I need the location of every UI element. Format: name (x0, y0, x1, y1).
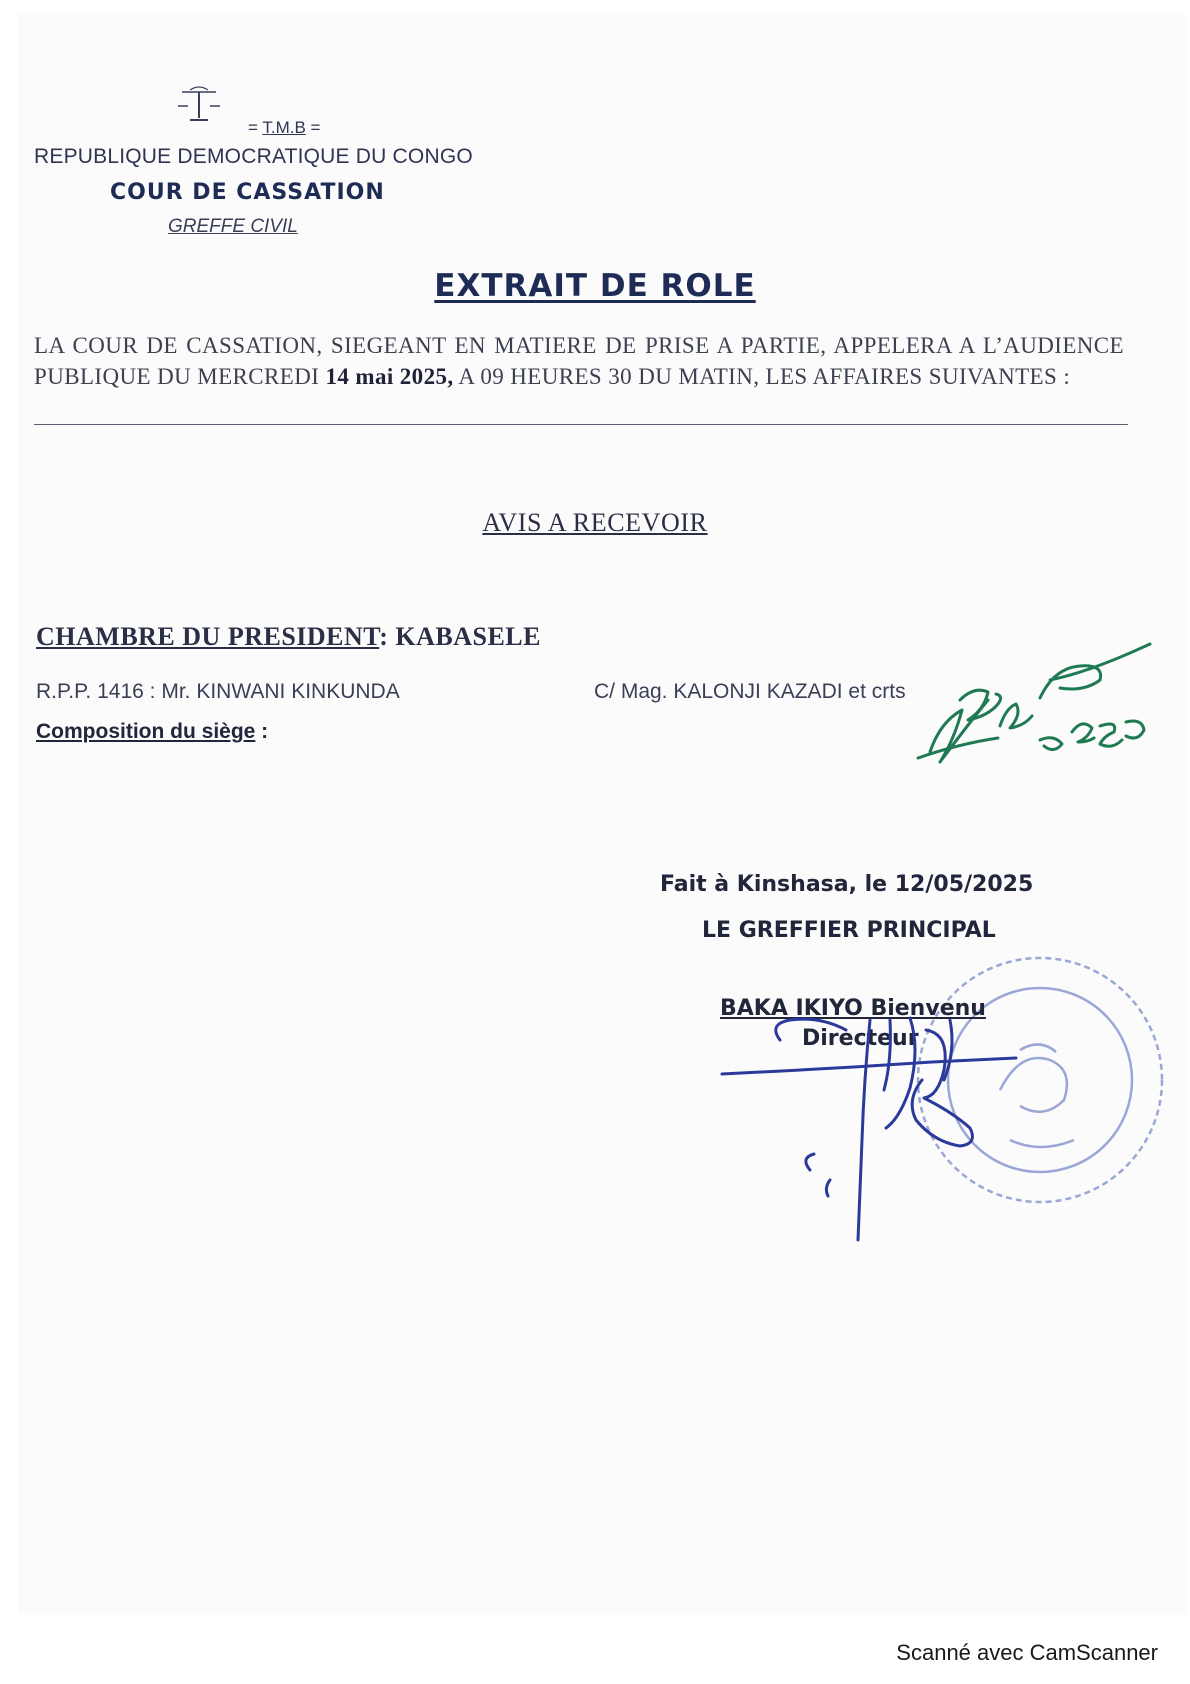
tmb-mark: = T.M.B = (248, 118, 321, 137)
signer-title: Directeur (802, 1026, 919, 1051)
department-name: GREFFE CIVIL (168, 216, 298, 237)
country-name: REPUBLIQUE DEMOCRATIQUE DU CONGO (34, 145, 473, 168)
handwritten-initials-icon (900, 640, 1180, 800)
case-reference: R.P.P. 1416 : Mr. KINWANI KINKUNDA (36, 680, 400, 703)
chamber-line: CHAMBRE DU PRESIDENT: KABASELE (36, 622, 541, 651)
scales-of-justice-icon (172, 86, 226, 126)
intro-paragraph: LA COUR DE CASSATION, SIEGEANT EN MATIERE DE PRISE A PARTIE, APPELERA A L’AUDIENCE PUBLIQUE DU MERCREDI 14 mai 2025, A 09 HEURES 30 DU MATIN, LES AFFAIRES SUIVANTES : (34, 333, 1124, 389)
court-name: COUR DE CASSATION (110, 180, 385, 205)
signer-name: BAKA IKIYO Bienvenu (720, 996, 986, 1021)
case-opponent: C/ Mag. KALONJI KAZADI et crts (594, 680, 906, 703)
scanner-watermark: Scanné avec CamScanner (896, 1640, 1158, 1665)
section-heading: AVIS A RECEVOIR (482, 508, 708, 537)
office-title: LE GREFFIER PRINCIPAL (702, 918, 996, 943)
divider-line (34, 424, 1128, 425)
document-title: EXTRAIT DE ROLE (434, 268, 756, 304)
composition-label: Composition du siège : (36, 720, 269, 743)
place-and-date: Fait à Kinshasa, le 12/05/2025 (660, 872, 1034, 897)
handwritten-signature-icon (700, 1000, 1060, 1250)
document-page (18, 14, 1188, 1614)
